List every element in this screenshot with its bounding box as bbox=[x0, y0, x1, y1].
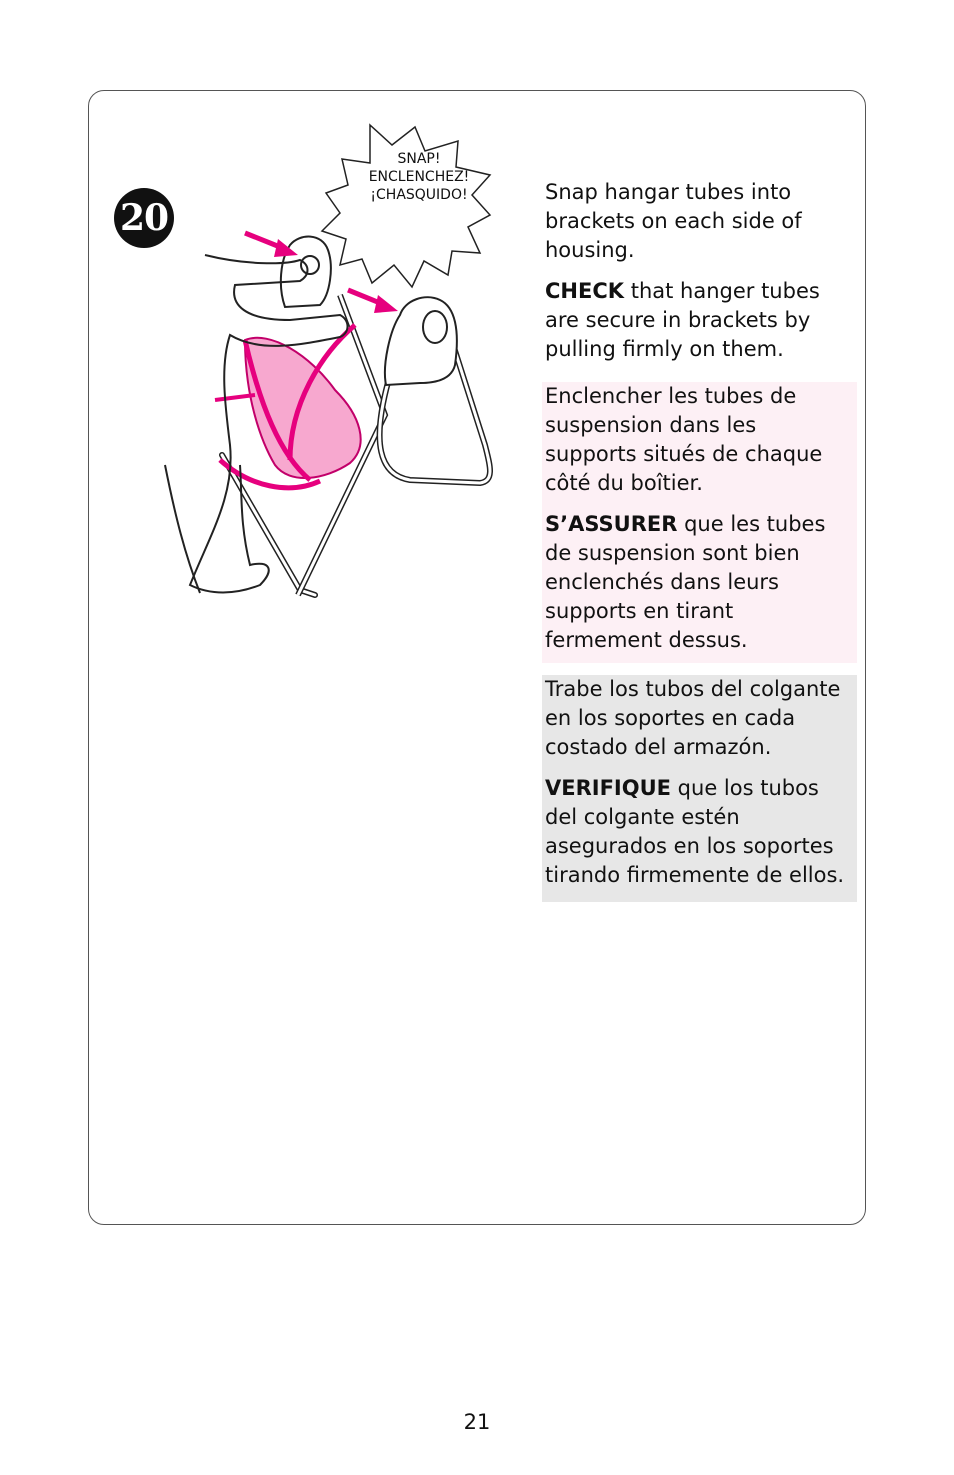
english-instructions bbox=[542, 178, 857, 364]
callout-line: ENCLENCHEZ! bbox=[368, 169, 470, 185]
spanish-instructions bbox=[542, 675, 857, 902]
french-check bbox=[545, 510, 854, 655]
check-text: que les tubes de suspension sont bien enclenchés dans leurs supports en tirant fermement dessus. bbox=[545, 512, 826, 652]
english-check bbox=[545, 277, 854, 364]
spanish-instruction: Trabe los tubos del colgante en los soportes en cada costado del armazón. bbox=[545, 677, 841, 759]
english-instruction: Snap hangar tubes into brackets on each side of housing. bbox=[545, 180, 802, 262]
french-instruction: Enclencher les tubes de suspension dans les supports situés de chaque côté du boîtier. bbox=[545, 384, 823, 495]
check-text: que los tubos del colgante estén asegurados en los soportes tirando firmemente de ellos. bbox=[545, 776, 845, 887]
check-keyword: S’ASSURER bbox=[545, 512, 678, 536]
pink-arrow-icon bbox=[348, 290, 398, 313]
callout-line: ¡CHASQUIDO! bbox=[370, 187, 468, 203]
check-text: that hanger tubes are secure in brackets by pulling firmly on them. bbox=[545, 279, 820, 361]
spanish-check bbox=[545, 774, 854, 890]
check-keyword: VERIFIQUE bbox=[545, 776, 671, 800]
snap-callout-text bbox=[348, 150, 490, 204]
callout-line: SNAP! bbox=[397, 151, 441, 167]
step-number-badge: 20 bbox=[114, 188, 174, 248]
page-number: 21 bbox=[463, 1410, 491, 1434]
swing-seat bbox=[245, 338, 361, 478]
french-instructions bbox=[542, 382, 857, 663]
check-keyword: CHECK bbox=[545, 279, 625, 303]
